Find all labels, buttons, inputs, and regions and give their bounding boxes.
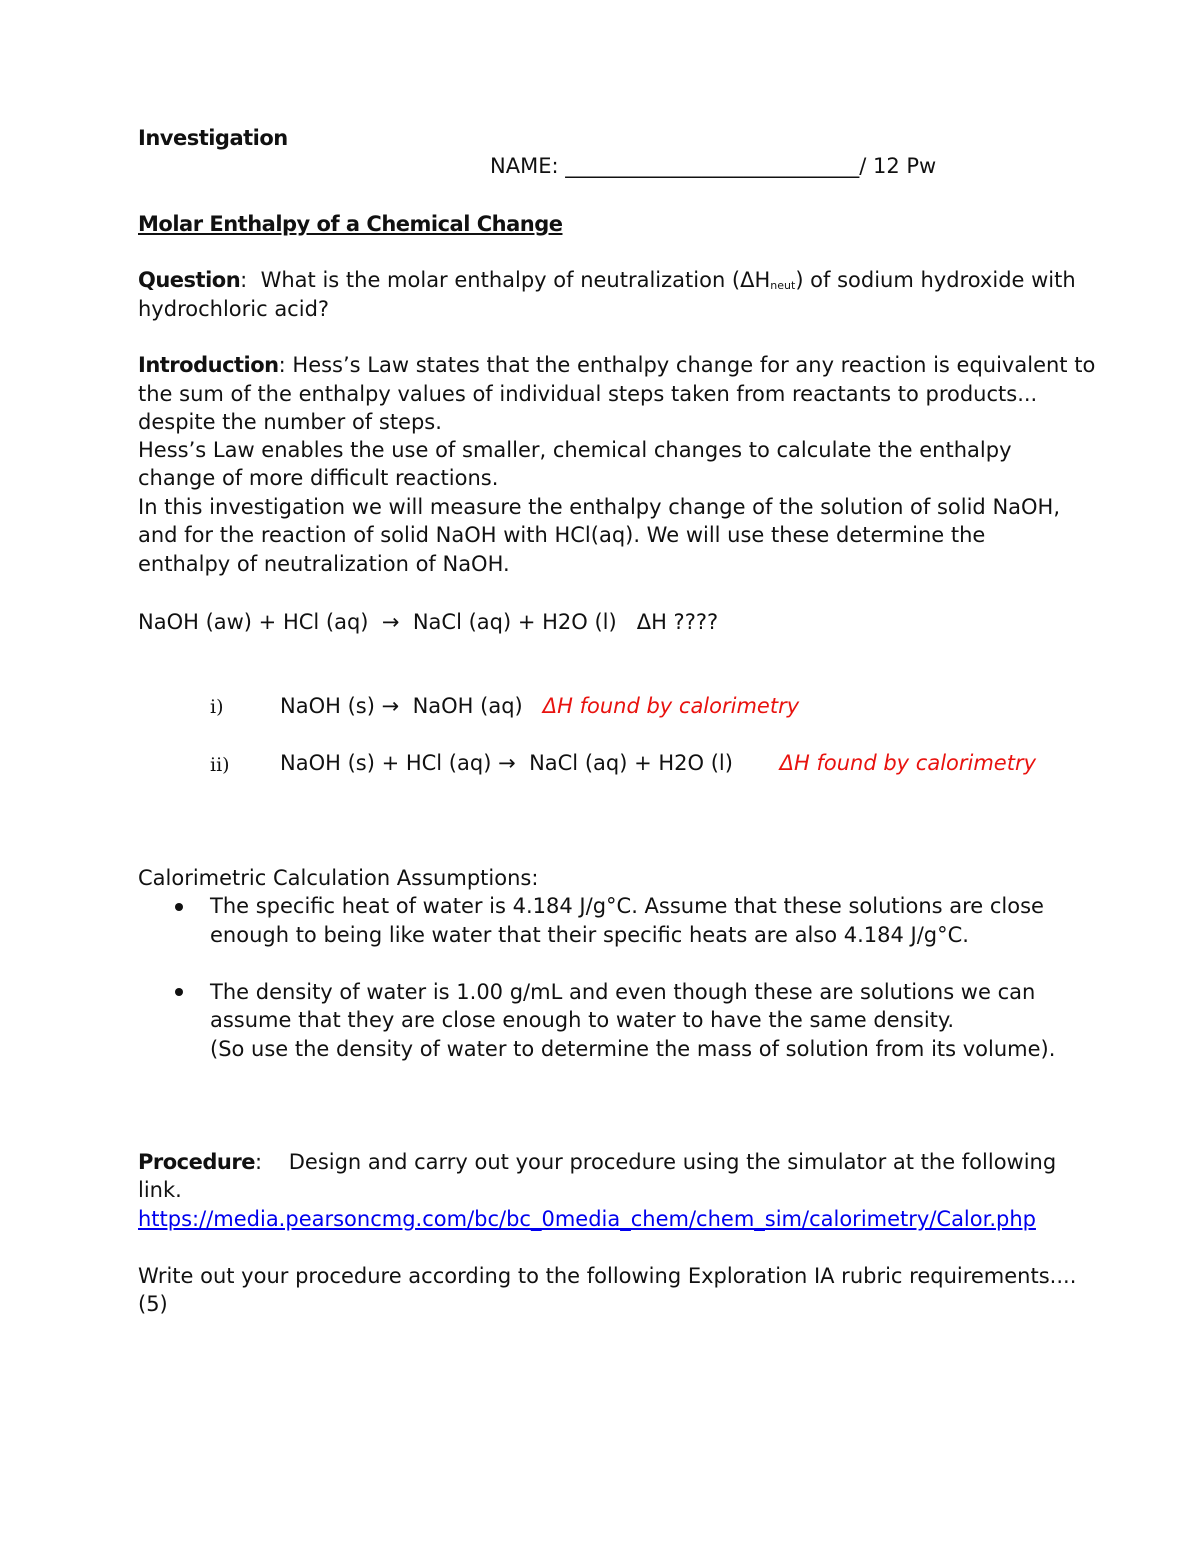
intro-label: Introduction: [138, 353, 279, 377]
name-line: [490, 154, 936, 178]
main-equation-right: NaCl (aq) + H2O (l): [412, 610, 617, 634]
intro-line-3: despite the number of steps.: [138, 410, 442, 434]
step-reactants: NaOH (s) + HCl (aq): [280, 751, 492, 775]
bullet2-line-2: assume that they are close enough to water to have the same density.: [210, 1008, 955, 1032]
step-note: ΔH found by calorimetry: [542, 694, 800, 718]
score-label: / 12 Pw: [859, 154, 937, 178]
bullet-icon: [175, 903, 183, 911]
procedure-write-line-2: (5): [138, 1292, 168, 1316]
arrow-icon: →: [381, 610, 400, 634]
bullet2-line-1: The density of water is 1.00 g/mL and even though these are solutions we can: [210, 980, 1036, 1004]
intro-line-1: [138, 353, 1095, 377]
question-text-part2: ) of sodium hydroxide with: [795, 268, 1076, 292]
question-colon: :: [240, 268, 248, 292]
step-numeral: i): [210, 696, 224, 718]
arrow-icon: →: [381, 694, 400, 718]
question-line-1: [138, 268, 1076, 292]
bullet1-line-2: enough to being like water that their specific heats are also 4.184 J/g°C.: [210, 923, 969, 947]
procedure-colon: :: [254, 1150, 263, 1174]
bullet2-line-3: (So use the density of water to determine the mass of solution from its volume).: [210, 1037, 1056, 1061]
intro-colon: :: [278, 353, 286, 377]
step-equation: [280, 694, 799, 718]
main-equation-dh: ΔH ????: [636, 610, 719, 634]
step-products: NaCl (aq) + H2O (l): [529, 751, 733, 775]
question-subscript: neut: [770, 279, 796, 292]
step-numeral: ii): [210, 754, 230, 776]
bullet-icon: [175, 988, 183, 996]
question-text-part1: What is the molar enthalpy of neutralization (ΔH: [260, 268, 771, 292]
main-equation-left: NaOH (aw) + HCl (aq): [138, 610, 369, 634]
main-equation: [138, 610, 718, 634]
procedure-label: Procedure: [138, 1150, 255, 1174]
page-title: Molar Enthalpy of a Chemical Change: [138, 212, 563, 236]
question-label: Question: [138, 268, 241, 292]
procedure-write-line-1: Write out your procedure according to the following Exploration IA rubric requirements....: [138, 1264, 1077, 1288]
step-products: NaOH (aq): [412, 694, 523, 718]
intro-line-7: and for the reaction of solid NaOH with HCl(aq). We will use these determine the: [138, 523, 986, 547]
name-blank: ____________________________: [565, 154, 860, 178]
assumptions-heading: Calorimetric Calculation Assumptions:: [138, 866, 539, 890]
procedure-text-1: Design and carry out your procedure using the simulator at the following: [288, 1150, 1057, 1174]
intro-text-1: Hess’s Law states that the enthalpy change for any reaction is equivalent to: [292, 353, 1096, 377]
doc-type-label: Investigation: [138, 126, 288, 150]
question-line-2: hydrochloric acid?: [138, 297, 330, 321]
simulator-link[interactable]: https://media.pearsoncmg.com/bc/bc_0media_chem/chem_sim/calorimetry/Calor.php: [138, 1207, 1036, 1231]
intro-line-4: Hess’s Law enables the use of smaller, chemical changes to calculate the enthalpy: [138, 438, 1012, 462]
name-label: NAME:: [490, 154, 559, 178]
intro-line-2: the sum of the enthalpy values of individual steps taken from reactants to products...: [138, 382, 1038, 406]
procedure-line-1: [138, 1150, 1056, 1174]
bullet1-line-1: The specific heat of water is 4.184 J/g°C. Assume that these solutions are close: [210, 894, 1044, 918]
procedure-line-2: link.: [138, 1178, 182, 1202]
arrow-icon: →: [498, 751, 516, 775]
intro-line-8: enthalpy of neutralization of NaOH.: [138, 552, 510, 576]
step-reactants: NaOH (s): [280, 694, 375, 718]
step-note: ΔH found by calorimetry: [779, 751, 1037, 775]
step-equation: [280, 751, 1036, 775]
intro-line-6: In this investigation we will measure the enthalpy change of the solution of solid NaOH,: [138, 495, 1061, 519]
intro-line-5: change of more difficult reactions.: [138, 466, 499, 490]
